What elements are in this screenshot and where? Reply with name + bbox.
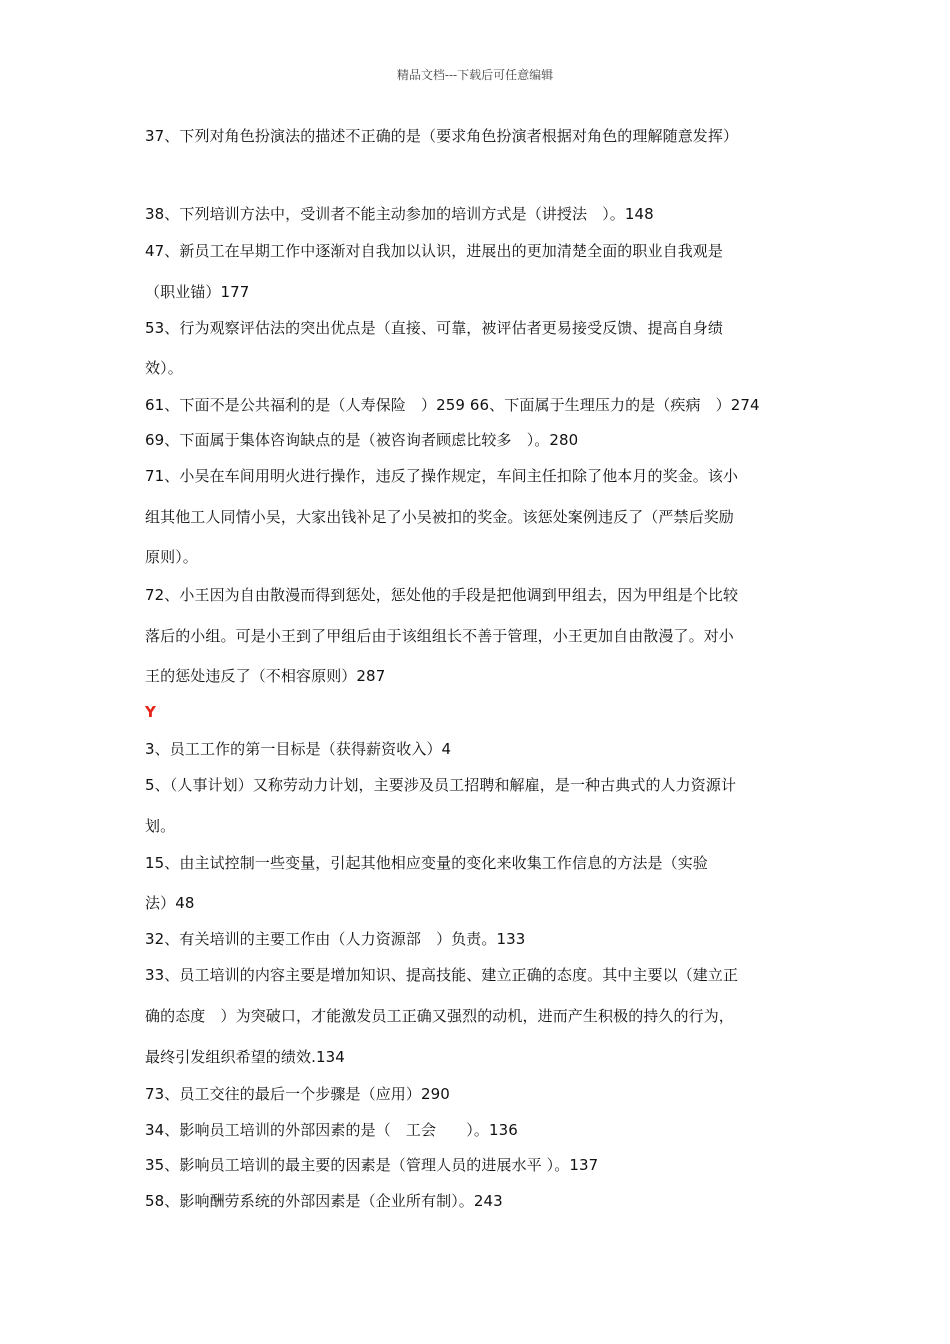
question-line: 划。 — [145, 817, 176, 835]
question-line: 35、影响员工培训的最主要的因素是（管理人员的进展水平 ）。137 — [145, 1156, 599, 1174]
page-header: 精品文档---下载后可任意编辑 — [396, 68, 554, 82]
question-line: （职业锚）177 — [145, 283, 250, 301]
question-line: 组其他工人同情小吴，大家出钱补足了小吴被扣的奖金。该惩处案例违反了（严禁后奖励 — [145, 508, 734, 526]
question-line: 37、下列对角色扮演法的描述不正确的是（要求角色扮演者根据对角色的理解随意发挥） — [145, 127, 739, 145]
question-line: 73、员工交往的最后一个步骤是（应用）290 — [145, 1085, 450, 1103]
question-line: 33、员工培训的内容主要是增加知识、提高技能、建立正确的态度。其中主要以（建立正 — [145, 966, 739, 984]
question-line: 15、由主试控制一些变量，引起其他相应变量的变化来收集工作信息的方法是（实验 — [145, 854, 708, 872]
question-line: 34、影响员工培训的外部因素的是（ 工会 ）。136 — [145, 1121, 518, 1139]
question-line: 71、小吴在车间用明火进行操作，违反了操作规定，车间主任扣除了他本月的奖金。该小 — [145, 467, 739, 485]
question-line: 53、行为观察评估法的突出优点是（直接、可靠，被评估者更易接受反馈、提高自身绩 — [145, 319, 723, 337]
question-line: 69、下面属于集体咨询缺点的是（被咨询者顾虑比较多 ）。280 — [145, 431, 579, 449]
question-line: 38、下列培训方法中，受训者不能主动参加的培训方式是（讲授法 ）。148 — [145, 205, 654, 223]
question-line: 47、新员工在早期工作中逐渐对自我加以认识，进展出的更加清楚全面的职业自我观是 — [145, 242, 723, 260]
question-line: 最终引发组织希望的绩效.134 — [145, 1048, 345, 1066]
question-line: 72、小王因为自由散漫而得到惩处，惩处他的手段是把他调到甲组去，因为甲组是个比较 — [145, 586, 739, 604]
question-line: 法）48 — [145, 894, 195, 912]
question-line: 58、影响酬劳系统的外部因素是（企业所有制）。243 — [145, 1192, 503, 1210]
question-line: 效）。 — [145, 359, 183, 377]
question-line: 32、有关培训的主要工作由（人力资源部 ）负责。133 — [145, 930, 526, 948]
question-line: 确的态度 ）为突破口，才能激发员工正确又强烈的动机，进而产生积极的持久的行为， — [145, 1007, 734, 1025]
question-line: 原则）。 — [145, 548, 198, 566]
section-letter: Y — [145, 703, 156, 721]
question-line: 61、下面不是公共福利的是（人寿保险 ）259 66、下面属于生理压力的是（疾病 ）274 — [145, 396, 760, 414]
question-line: 5、（人事计划）又称劳动力计划，主要涉及员工招聘和解雇，是一种古典式的人力资源计 — [145, 776, 737, 794]
question-line: 3、员工工作的第一目标是（获得薪资收入）4 — [145, 740, 452, 758]
question-line: 王的惩处违反了（不相容原则）287 — [145, 667, 386, 685]
question-line: 落后的小组。可是小王到了甲组后由于该组组长不善于管理，小王更加自由散漫了。对小 — [145, 627, 734, 645]
